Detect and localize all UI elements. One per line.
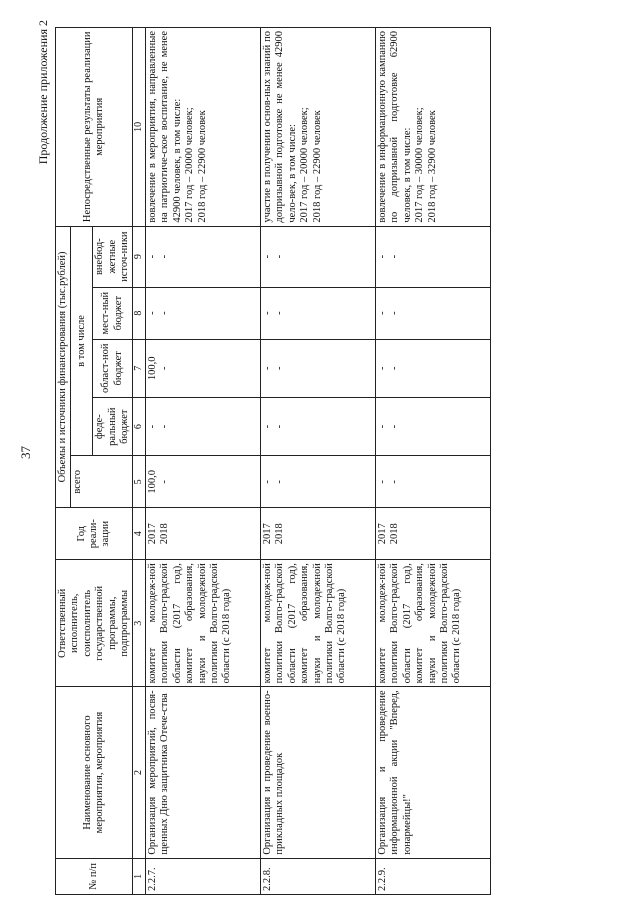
page-number: 37 xyxy=(18,446,33,459)
header-number: № п/п xyxy=(56,858,133,894)
header-year: Год реали-зации xyxy=(56,508,133,560)
local-value: - - xyxy=(261,287,376,339)
extrabudget-value: - - xyxy=(261,226,376,287)
total-value: 100,0 - xyxy=(146,456,261,508)
header-regional: област-ной бюджет xyxy=(93,339,133,397)
activity-name: Организация мероприятий, посвя-щенных Дню защитника Отече-ства xyxy=(146,687,261,858)
total-value: - - xyxy=(376,456,491,508)
federal-value: - - xyxy=(146,397,261,455)
header-local: мест-ный бюджет xyxy=(93,287,133,339)
table-row xyxy=(376,28,491,895)
regional-value: - - xyxy=(261,339,376,397)
regional-value: - - xyxy=(376,339,491,397)
header-row-1 xyxy=(56,28,71,895)
header-executor: Ответственный исполнитель, соисполнитель государственной программы, подпрограммы xyxy=(56,560,133,687)
years: 2017 2018 xyxy=(146,508,261,560)
executor: комитет молодеж-ной политики Волго-градской области (2017 год), комитет образования, науки и молодежной политики Волго-градской области (с 2018 года) xyxy=(376,560,491,687)
header-results: Непосредственные результаты реализации мероприятия xyxy=(56,28,133,227)
col-number: 5 xyxy=(133,456,146,508)
executor: комитет молодеж-ной политики Волго-градской области (2017 год), комитет образования, науки и молодежной политики Волго-градской области (с 2018 года) xyxy=(146,560,261,687)
header-name: Наименование основного мероприятия, мероприятия xyxy=(56,687,133,858)
result-item: 2017 год – 20000 человек; xyxy=(299,107,311,223)
years: 2017 2018 xyxy=(261,508,376,560)
header-extrabudget: внебюд-жетные источ-ники xyxy=(93,226,133,287)
row-number: 2.2.7. xyxy=(146,858,261,894)
row-number: 2.2.8. xyxy=(261,858,376,894)
federal-value: - - xyxy=(376,397,491,455)
years: 2017 2018 xyxy=(376,508,491,560)
result-text: вовлечение в информационную кампанию по допризывной подготовке 62900 человек, в том числе: xyxy=(377,31,413,223)
col-number: 8 xyxy=(133,287,146,339)
regional-value: 100,0 - xyxy=(146,339,261,397)
col-number: 6 xyxy=(133,397,146,455)
appendix-caption: Продолжение приложения 2 xyxy=(36,20,50,165)
federal-value: - - xyxy=(261,397,376,455)
result-item: 2017 год – 30000 человек; xyxy=(414,107,426,223)
result-text: участие в получении основ-ных знаний по допризывной подготовке не менее 42900 чело-век, в том числе: xyxy=(262,31,298,223)
local-value: - - xyxy=(146,287,261,339)
result-item: 2017 год – 20000 человек; xyxy=(184,107,196,223)
header-in-that: в том числе xyxy=(71,226,93,456)
result-cell xyxy=(261,28,376,227)
header-financing: Объемы и источники финансирования (тыс.рублей) xyxy=(56,226,71,508)
result-item: 2018 год – 32900 человек xyxy=(426,110,438,223)
program-table xyxy=(55,27,491,895)
col-number: 4 xyxy=(133,508,146,560)
total-value: - - xyxy=(261,456,376,508)
table-row xyxy=(261,28,376,895)
col-number: 3 xyxy=(133,560,146,687)
executor: комитет молодеж-ной политики Волго-градской области (2017 год), комитет образования, науки и молодежной политики Волго-градской области (с 2018 года) xyxy=(261,560,376,687)
activity-name: Организация и проведение военно-прикладных площадок xyxy=(261,687,376,858)
row-number: 2.2.9. xyxy=(376,858,491,894)
result-cell xyxy=(146,28,261,227)
header-total: всего xyxy=(71,456,133,508)
result-cell xyxy=(376,28,491,227)
local-value: - - xyxy=(376,287,491,339)
result-item: 2018 год – 22900 человек xyxy=(196,110,208,223)
col-number: 10 xyxy=(133,28,146,227)
column-numbers-row xyxy=(133,28,146,895)
activity-name: Организация и проведение информационной акции "Вперед, юнармейцы!" xyxy=(376,687,491,858)
result-item: 2018 год – 22900 человек xyxy=(311,110,323,223)
extrabudget-value: - - xyxy=(376,226,491,287)
result-text: вовлечение в мероприятия, направленные на патриотиче-ское воспитание, не менее 42900 человек, в том числе: xyxy=(147,31,183,223)
col-number: 7 xyxy=(133,339,146,397)
table-row xyxy=(146,28,261,895)
col-number: 1 xyxy=(133,858,146,894)
header-federal: феде-ральный бюджет xyxy=(93,397,133,455)
extrabudget-value: - - xyxy=(146,226,261,287)
col-number: 2 xyxy=(133,687,146,858)
col-number: 9 xyxy=(133,226,146,287)
